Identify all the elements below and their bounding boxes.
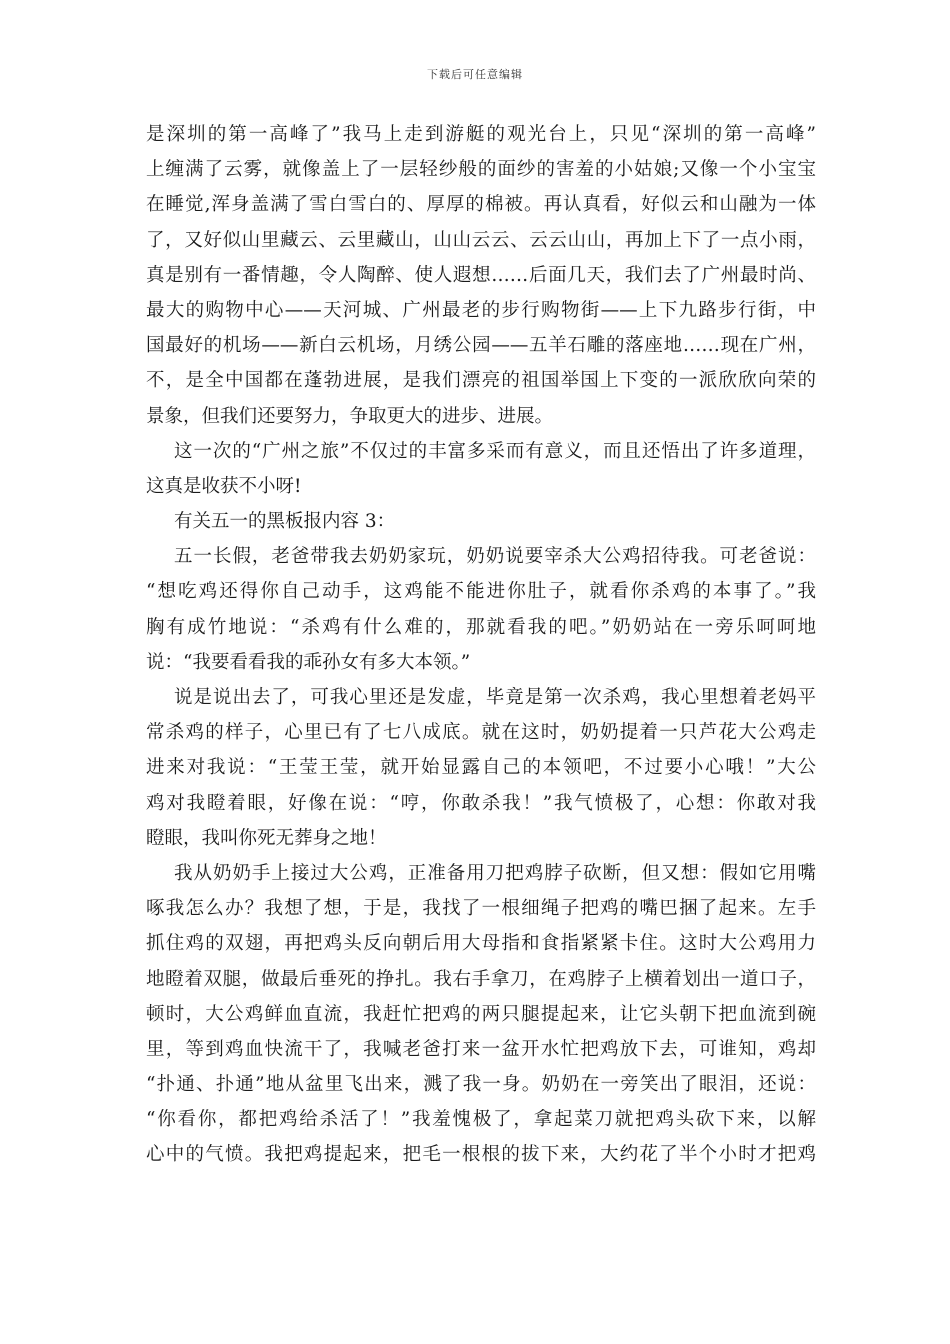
text-line: 有关五一的黑板报内容 3： xyxy=(174,511,396,533)
text-line: “扑通、扑通”地从盆里飞出来，溅了我一身。奶奶在一旁笑出了眼泪，还说： xyxy=(146,1074,816,1096)
text-line: 在睡觉,浑身盖满了雪白雪白的、厚厚的棉被。再认真看，好似云和山融为一体 xyxy=(146,194,816,216)
text-line: 瞪眼，我叫你死无葬身之地！ xyxy=(146,827,387,849)
text-line: 我从奶奶手上接过大公鸡，正准备用刀把鸡脖子砍断，但又想：假如它用嘴 xyxy=(174,862,816,884)
text-line: 顿时，大公鸡鲜血直流，我赶忙把鸡的两只腿提起来，让它头朝下把血流到碗 xyxy=(146,1003,816,1025)
text-line: 里，等到鸡血快流干了，我喊老爸打来一盆开水忙把鸡放下去，可谁知，鸡却 xyxy=(146,1038,816,1060)
text-line: 五一长假，老爸带我去奶奶家玩，奶奶说要宰杀大公鸡招待我。可老爸说： xyxy=(174,546,816,568)
text-line: 说是说出去了，可我心里还是发虚，毕竟是第一次杀鸡，我心里想着老妈平 xyxy=(174,687,816,708)
text-line: “想吃鸡还得你自己动手，这鸡能不能进你肚子，就看你杀鸡的本事了。”我 xyxy=(146,581,816,603)
text-line: 胸有成竹地说：“杀鸡有什么难的，那就看我的吧。”奶奶站在一旁乐呵呵地 xyxy=(146,616,816,638)
text-line: 这一次的“广州之旅”不仅过的丰富多采而有意义，而且还悟出了许多道理， xyxy=(174,440,816,462)
text-line: 国最好的机场——新白云机场，月绣公园——五羊石雕的落座地……现在广州， xyxy=(146,335,816,357)
text-line: “你看你，都把鸡给杀活了！”我羞愧极了，拿起菜刀就把鸡头砍下来，以解 xyxy=(146,1109,816,1131)
text-line: 啄我怎么办？我想了想，于是，我找了一根细绳子把鸡的嘴巴捆了起来。左手 xyxy=(146,898,816,920)
text-line: 最大的购物中心——天河城、广州最老的步行购物街——上下九路步行街，中 xyxy=(146,299,816,321)
text-line: 心中的气愤。我把鸡提起来，把毛一根根的拔下来，大约花了半个小时才把鸡 xyxy=(146,1144,816,1166)
text-line: 景象，但我们还要努力，争取更大的进步、进展。 xyxy=(146,405,554,427)
text-line: 真是别有一番情趣，令人陶醉、使人遐想……后面几天，我们去了广州最时尚、 xyxy=(146,264,816,286)
text-line: 不，是全中国都在蓬勃进展，是我们漂亮的祖国举国上下变的一派欣欣向荣的 xyxy=(146,370,816,392)
text-line: 鸡对我瞪着眼，好像在说：“哼，你敢杀我！”我气愤极了，心想：你敢对我 xyxy=(146,792,816,814)
text-line: 上缠满了云雾，就像盖上了一层轻纱般的面纱的害羞的小姑娘;又像一个小宝宝 xyxy=(146,159,816,181)
text-line: 进来对我说：“王莹王莹，就开始显露自己的本领吧，不过要小心哦！”大公 xyxy=(146,757,816,779)
text-line: 常杀鸡的样子，心里已有了七八成底。就在这时，奶奶提着一只芦花大公鸡走 xyxy=(146,722,816,744)
text-line: 抓住鸡的双翅，再把鸡头反向朝后用大母指和食指紧紧卡住。这时大公鸡用力 xyxy=(146,933,816,955)
text-line: 了，又好似山里藏云、云里藏山，山山云云、云云山山，再加上下了一点小雨， xyxy=(146,229,816,251)
document-body xyxy=(146,117,816,1173)
text-line: 地瞪着双腿，做最后垂死的挣扎。我右手拿刀，在鸡脖子上横着划出一道口子， xyxy=(146,968,816,990)
page-header: 下载后可任意编辑 xyxy=(427,68,523,81)
text-line: 是深圳的第一高峰了”我马上走到游艇的观光台上，只见“深圳的第一高峰” xyxy=(146,124,816,145)
text-line: 这真是收获不小呀! xyxy=(146,475,302,497)
text-line: 说：“我要看看我的乖孙女有多大本领。” xyxy=(146,651,471,673)
